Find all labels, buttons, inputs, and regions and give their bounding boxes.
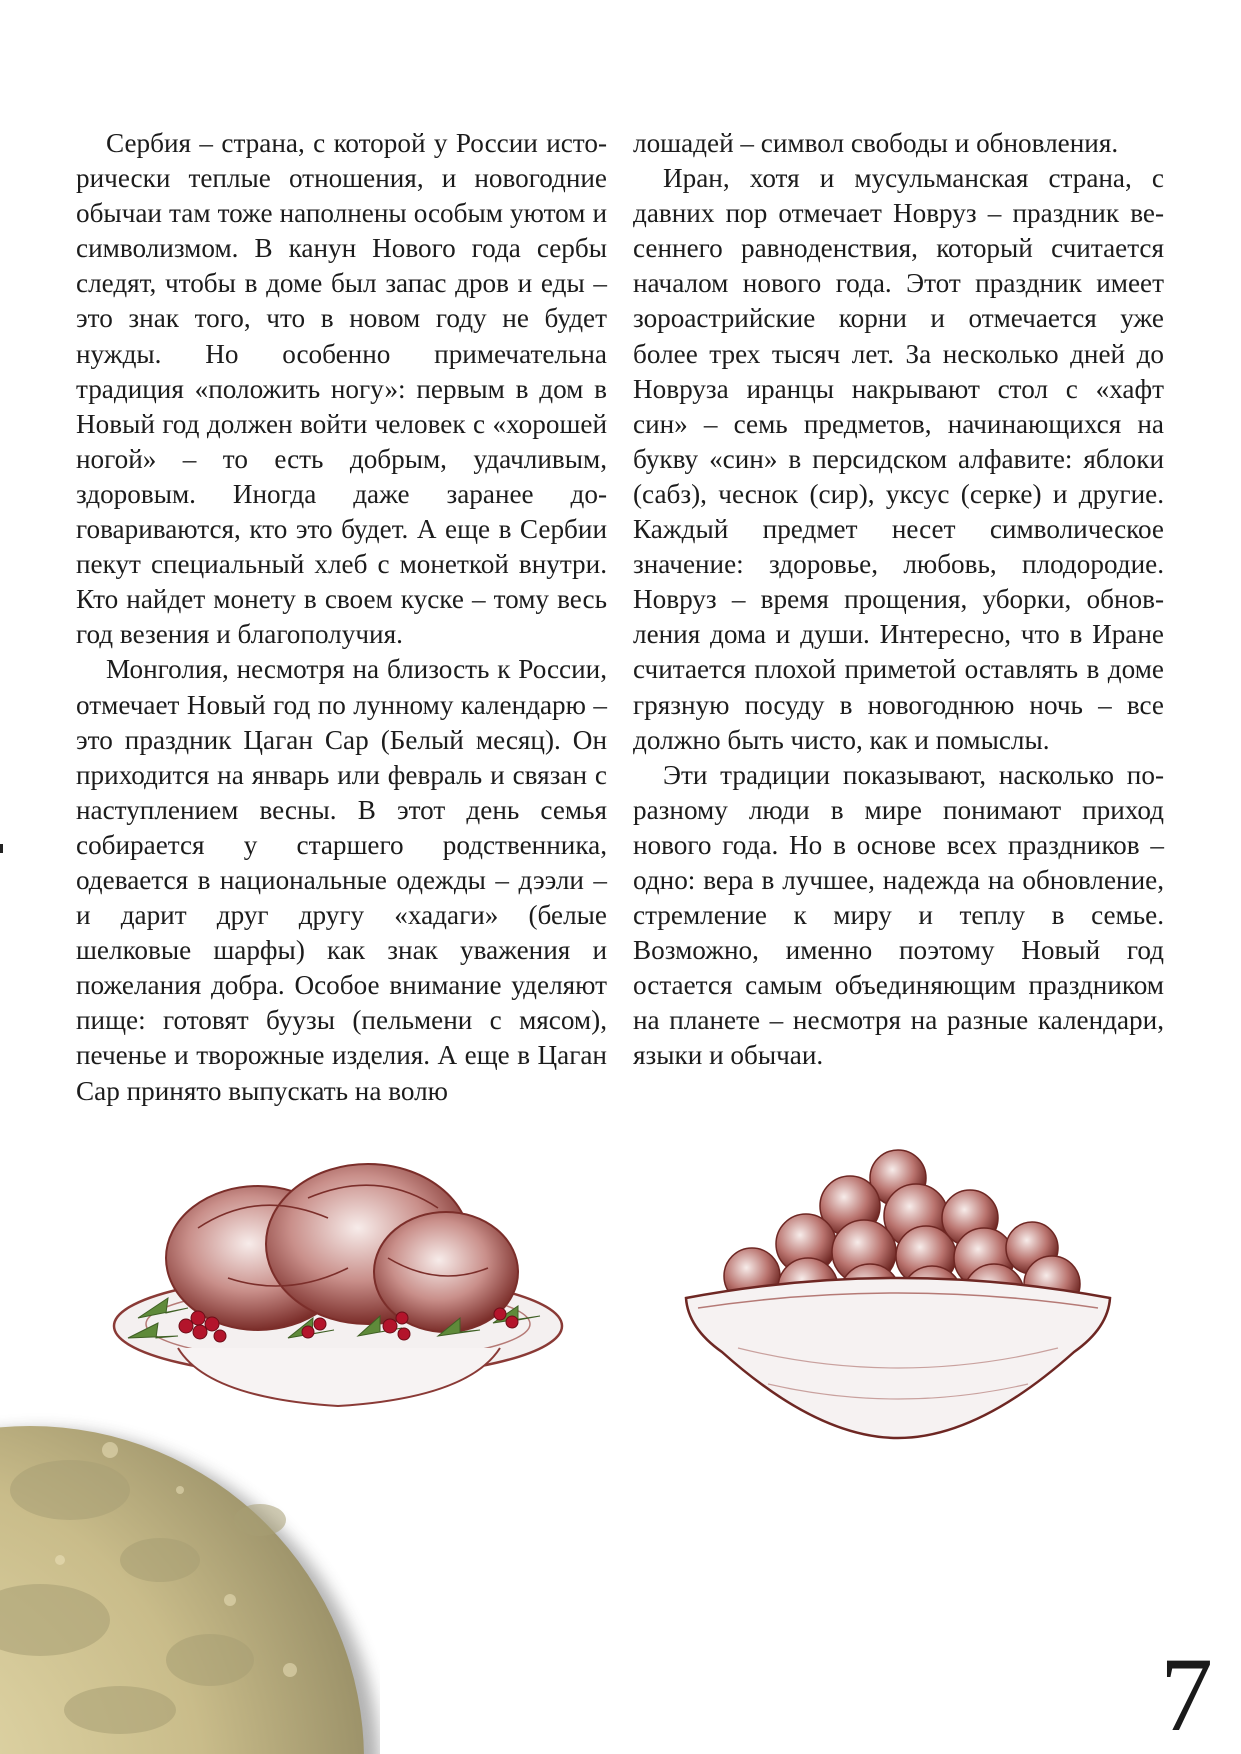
margin-mark (0, 844, 3, 853)
paragraph-conclusion: Эти традиции показывают, насколько по-разному люди в мире понимают приход нового года. Но в основе всех праздников – одно: вера в лучшее, надежда на обновление, стремление к миру и теплу в семье. Возможно, именно поэтому Новый год остается самым объединяющим праздником на планете – несмотря на разные календари, языки и обычаи. (633, 759, 1164, 1071)
right-column (633, 126, 1164, 1074)
paragraph-mongolia-continued: лошадей – символ свободы и обновления. (633, 128, 1119, 158)
paragraph-serbia: Сербия – страна, с которой у России исторически теплые отношения, и новогодние обычаи там тоже наполнены особым уютом и символизмом. В канун Нового года сербы следят, чтобы в доме был запас дров и еды – это знак того, что в новом году не будет нужды. Но особенно примечательна традиция «положить ногу»: первым в дом в Новый год должен войти человек с «хорошей ногой» – то есть добрым, удачливым, здоровым. Иногда даже заранее договариваются, кто это будет. А еще в Сербии пекут специальный хлеб с монеткой внутри. Кто найдет монету в своем куске – тому весь год везения и благополучия. (76, 128, 607, 650)
full-moon-image (0, 1340, 380, 1754)
page-number: 7 (1160, 1636, 1213, 1753)
paragraph-iran: Иран, хотя и мусульманская страна, с давних пор отмечает Новруз – праздник весеннего равноденствия, который считается началом нового года. Этот праздник имеет зороастрийские корни и отмечается уже более трех тысяч лет. За несколько дней до Новруза иранцы накрывают стол с «хафт син» – семь предметов, начинающихся на букву «син» в персидском алфавите: яблоки (сабз), чеснок (сир), уксус (серке) и другие. Каждый предмет несет символическое значение: здоровье, любовь, плодородие. Новруз – время прощения, уборки, обновления дома и души. Интересно, что в Иране считается плохой приметой оставлять в доме грязную посуду в новогоднюю ночь – все должно быть чисто, как и помыслы. (633, 163, 1164, 755)
bowl-of-buuz-illustration (678, 1148, 1118, 1448)
left-column (76, 126, 607, 1109)
article-body (0, 126, 1241, 1126)
paragraph-mongolia: Монголия, несмотря на близость к России, отмечает Новый год по лунному календарю – это праздник Цаган Сар (Белый месяц). Он приходится на январь или февраль и связан с наступлением весны. В этот день семья собирается у старшего родственника, одевается в национальные одежды – дээли – и дарит друг другу «хадаги» (белые шелковые шарфы) как знак уважения и пожелания добра. Особое внимание уделяют пище: готовят буузы (пельмени с мясом), печенье и творожные изделия. А еще в Цаган Сар принято выпускать на волю (76, 654, 607, 1106)
